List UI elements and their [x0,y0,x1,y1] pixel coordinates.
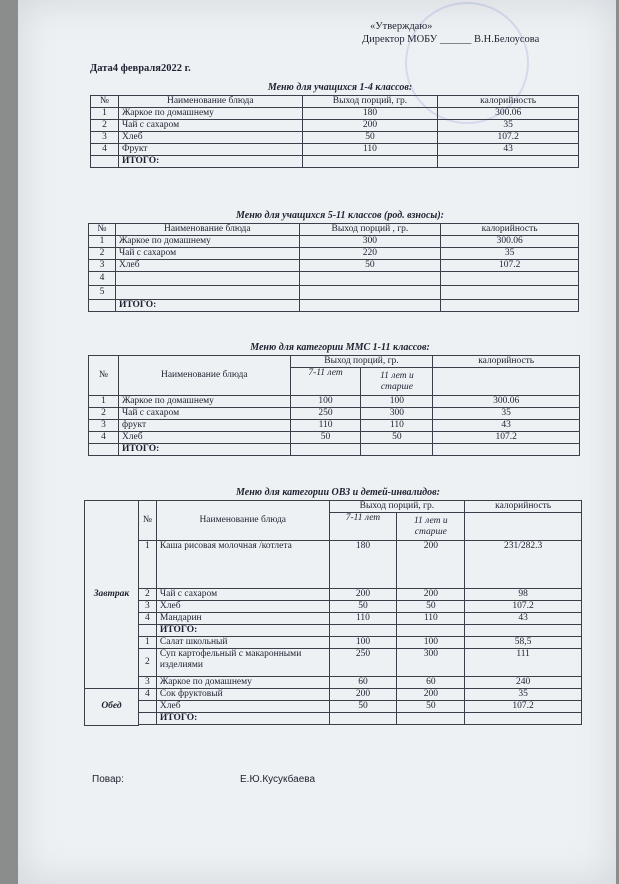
cell: Хлеб [118,432,290,444]
cell: 50 [361,432,433,444]
cell: 3 [89,260,116,272]
cell: 200 [302,120,438,132]
cell [138,701,156,713]
cell: Хлеб [156,701,329,713]
menu3-table [88,355,580,456]
cell: 200 [397,541,465,589]
cell: 58,5 [465,637,582,649]
cell: 200 [329,589,397,601]
cell: 5 [89,286,116,300]
cell: 300.06 [441,236,579,248]
menu2-table [88,223,579,312]
header-cell: Выход порций, гр. [329,501,465,513]
table-row [89,260,579,272]
cell: 110 [302,144,438,156]
cell: 3 [91,132,119,144]
header-cell: Наименование блюда [118,356,290,396]
subheader-cell: 7-11 лет [329,513,397,541]
header-cell: № [91,96,119,108]
table-row [89,420,580,432]
table-row [91,132,579,144]
subheader-cell: 11 лет и старше [361,368,433,396]
header-cell: № [138,501,156,541]
cell: 250 [290,408,361,420]
menu4-table [84,500,582,726]
cell: 50 [329,601,397,613]
cell: 2 [138,589,156,601]
cell: 50 [397,601,465,613]
cell: 250 [329,649,397,677]
cell: 240 [465,677,582,689]
cell: 98 [465,589,582,601]
subheader-cell: 11 лет и старше [397,513,465,541]
total-row [89,444,580,456]
cell: 300.06 [433,396,580,408]
table-row [89,408,580,420]
table-row [85,677,582,689]
header-cell: Наименование блюда [118,96,302,108]
cell: 35 [465,689,582,701]
cell: 200 [397,589,465,601]
cell: 3 [138,601,156,613]
cell: 50 [302,132,438,144]
total-row [91,156,579,168]
cell: 110 [397,613,465,625]
cell: 4 [138,613,156,625]
cell: Чай с сахаром [156,589,329,601]
cell: 107.2 [465,701,582,713]
cell: 3 [89,420,119,432]
table-row [85,541,582,589]
cell: 3 [138,677,156,689]
total-row [89,300,579,312]
header-cell: калорийность [441,224,579,236]
header-cell: Выход порций, гр. [290,356,433,368]
cell: 50 [329,701,397,713]
cell: Хлеб [118,132,302,144]
table-row [85,601,582,613]
cell: 4 [89,272,116,286]
cell: Жаркое по домашнему [156,677,329,689]
total-label: ИТОГО: [156,713,329,725]
cell: 50 [397,701,465,713]
cell: Жаркое по домашнему [118,108,302,120]
table-row [89,286,579,300]
header-cell: № [89,356,119,396]
cell: 100 [290,396,361,408]
menu3-caption: Меню для категории ММС 1-11 классов: [250,342,430,353]
cell: 107.2 [438,132,579,144]
approval-block [362,20,547,46]
cell: 100 [329,637,397,649]
cell: Суп картофельный с макаронными изделиями [156,649,329,677]
table-row [89,272,579,286]
table-row [85,637,582,649]
cell: 1 [89,236,116,248]
table-row [91,120,579,132]
cell: Сок фруктовый [156,689,329,701]
cell: Салат школьный [156,637,329,649]
cell: 4 [91,144,119,156]
cell: Чай с сахаром [118,408,290,420]
cell: 60 [397,677,465,689]
cell: 180 [302,108,438,120]
total-row [85,625,582,637]
cell: 110 [329,613,397,625]
cell: 231/282.3 [465,541,582,589]
cell: 300 [361,408,433,420]
cell: 180 [329,541,397,589]
header-cell: Выход порций , гр. [299,224,441,236]
menu1-table [90,95,579,168]
table-row [89,432,580,444]
table-row [85,589,582,601]
menu4-caption: Меню для категории ОВЗ и детей-инвалидов: [236,487,440,498]
table-row [89,248,579,260]
table-row [91,108,579,120]
cell: 100 [397,637,465,649]
cell: 107.2 [441,260,579,272]
cell: 2 [89,408,119,420]
cell: 35 [433,408,580,420]
cell: Чай с сахаром [115,248,299,260]
cell: 220 [299,248,441,260]
cell: Фрукт [118,144,302,156]
header-cell: № [89,224,116,236]
subheader-cell: 7-11 лет [290,368,361,396]
cell: 43 [438,144,579,156]
breakfast-label: Завтрак [85,501,139,689]
approval-signature-line: Директор МОБУ ______ В.Н.Белоусова [362,34,540,45]
cell: 4 [89,432,119,444]
cell: Чай с сахаром [118,120,302,132]
cell: 1 [91,108,119,120]
cell: 60 [329,677,397,689]
table-row [89,236,579,248]
cell: 300 [299,236,441,248]
cell: 111 [465,649,582,677]
cell: фрукт [118,420,290,432]
cell: 1 [138,637,156,649]
cook-label: Повар: [92,774,124,785]
header-cell: Наименование блюда [115,224,299,236]
menu2-caption: Меню для учащихся 5-11 классов (род. взносы): [236,210,444,221]
table-row [85,613,582,625]
header-cell: Выход порций, гр. [302,96,438,108]
cell: 43 [433,420,580,432]
table-row [89,396,580,408]
cell: 107.2 [465,601,582,613]
cell: 107.2 [433,432,580,444]
total-row [85,713,582,725]
cell: Хлеб [115,260,299,272]
cell: 1 [138,541,156,589]
table-row [85,689,582,701]
cell: 35 [438,120,579,132]
cell: 4 [138,689,156,701]
cell: Хлеб [156,601,329,613]
cell: 300 [397,649,465,677]
lunch-label: Обед [85,689,139,726]
header-cell: калорийность [438,96,579,108]
cell: 35 [441,248,579,260]
header-cell: Наименование блюда [156,501,329,541]
cell: 2 [89,248,116,260]
header-cell: калорийность [433,356,580,368]
total-label: ИТОГО: [118,444,290,456]
total-label: ИТОГО: [118,156,302,168]
table-row [85,649,582,677]
total-label: ИТОГО: [156,625,329,637]
cell: Каша рисовая молочная /котлета [156,541,329,589]
cell: 50 [299,260,441,272]
cell: 43 [465,613,582,625]
cell: 100 [361,396,433,408]
header-cell: калорийность [465,501,582,513]
cell: 2 [91,120,119,132]
menu-date: Дата4 февраля2022 г. [90,63,191,74]
menu1-caption: Меню для учащихся 1-4 классов: [267,82,413,93]
cell: Жаркое по домашнему [118,396,290,408]
cell: 1 [89,396,119,408]
approval-title: «Утверждаю» [370,21,433,32]
cell: 110 [361,420,433,432]
cell: 200 [329,689,397,701]
cell: 110 [290,420,361,432]
table-row [85,701,582,713]
total-label: ИТОГО: [115,300,299,312]
cell: 50 [290,432,361,444]
cell: 200 [397,689,465,701]
cell: 300.06 [438,108,579,120]
table-row [91,144,579,156]
cell: Жаркое по домашнему [115,236,299,248]
cell: 2 [138,649,156,677]
cook-name: Е.Ю.Кусукбаева [240,774,316,785]
cell: Мандарин [156,613,329,625]
